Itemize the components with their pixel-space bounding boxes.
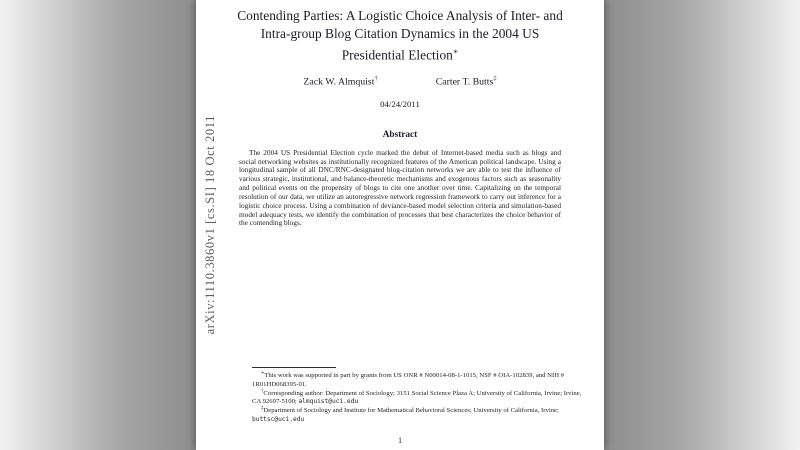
title-footnote-mark: ∗ (452, 47, 459, 56)
arxiv-watermark-text: arXiv:1110.3860v1 [cs.SI] 18 Oct 2011 (202, 115, 217, 335)
author-list (196, 75, 604, 87)
author-1-mark: † (374, 75, 378, 83)
footnote-funding-mark: ∗ (261, 371, 265, 377)
author-1-name: Zack W. Almquist (303, 76, 375, 88)
author-2-mark: ‡ (493, 75, 497, 83)
footnote-affiliation-text: Department of Sociology and Institute for Mathematical Behavioral Sciences; University of California, Irvine; (263, 407, 559, 415)
author-2-name: Carter T. Butts (435, 76, 494, 88)
title-line-3-text: Presidential Election (341, 47, 453, 63)
footnote-corresponding-mark: † (261, 388, 264, 394)
title-line-3 (196, 43, 604, 64)
page-number: 1 (397, 436, 403, 445)
title-line-1: Contending Parties: A Logistic Choice Analysis of Inter- and (237, 8, 563, 23)
author-2 (436, 75, 497, 87)
footnotes-block (252, 367, 588, 424)
paper-date: 04/24/2011 (380, 98, 420, 109)
footnote-rule (252, 367, 336, 368)
footnote-affiliation (252, 406, 588, 424)
title-line-2: Intra-group Blog Citation Dynamics in the 2004 US (260, 26, 540, 41)
footnote-corresponding-email: almquist@uci.edu (298, 398, 359, 406)
abstract-heading: Abstract (382, 129, 418, 140)
paper-page (196, 0, 604, 450)
footnote-corresponding-text: Corresponding author: Department of Sociology; 3151 Social Science Plaza A; University of California, Irvine; Irvine, CA 92697-5100; (252, 390, 582, 406)
footnote-affiliation-email: buttsc@uci.edu (252, 415, 305, 423)
footnote-affiliation-mark: ‡ (261, 406, 264, 412)
footnote-funding (252, 371, 588, 389)
abstract-text: The 2004 US Presidential Election cycle marked the debut of Internet-based media such as blogs and social networking websites as institutionally recognized features of the American political landscape. Using a longitudinal sample of all DNC/RNC-designated blog-citation networks we are able to test the influence of various strategic, institutional, and balance-theoretic mechanisms and exogenous factors such as seasonality and political events on the propensity of blogs to cite one another over time. Capitalizing on the temporal resolution of our data, we utilize an autoregressive network regression framework to carry out inference for a logistic choice process. Using a combination of deviance-based model selection criteria and simulation-based model adequacy tests, we identify the combination of processes that best characterizes the choice behavior of the contending blogs. (239, 147, 561, 228)
paper-content (196, 0, 604, 450)
author-1 (303, 75, 377, 87)
footnote-funding-text: This work was supported in part by grants from US ONR # N00014-08-1-1015, NSF # OIA-102839, and NIH # 1R01HD068395-01. (252, 372, 565, 388)
paper-title (196, 7, 604, 64)
footnote-corresponding-author (252, 389, 588, 407)
